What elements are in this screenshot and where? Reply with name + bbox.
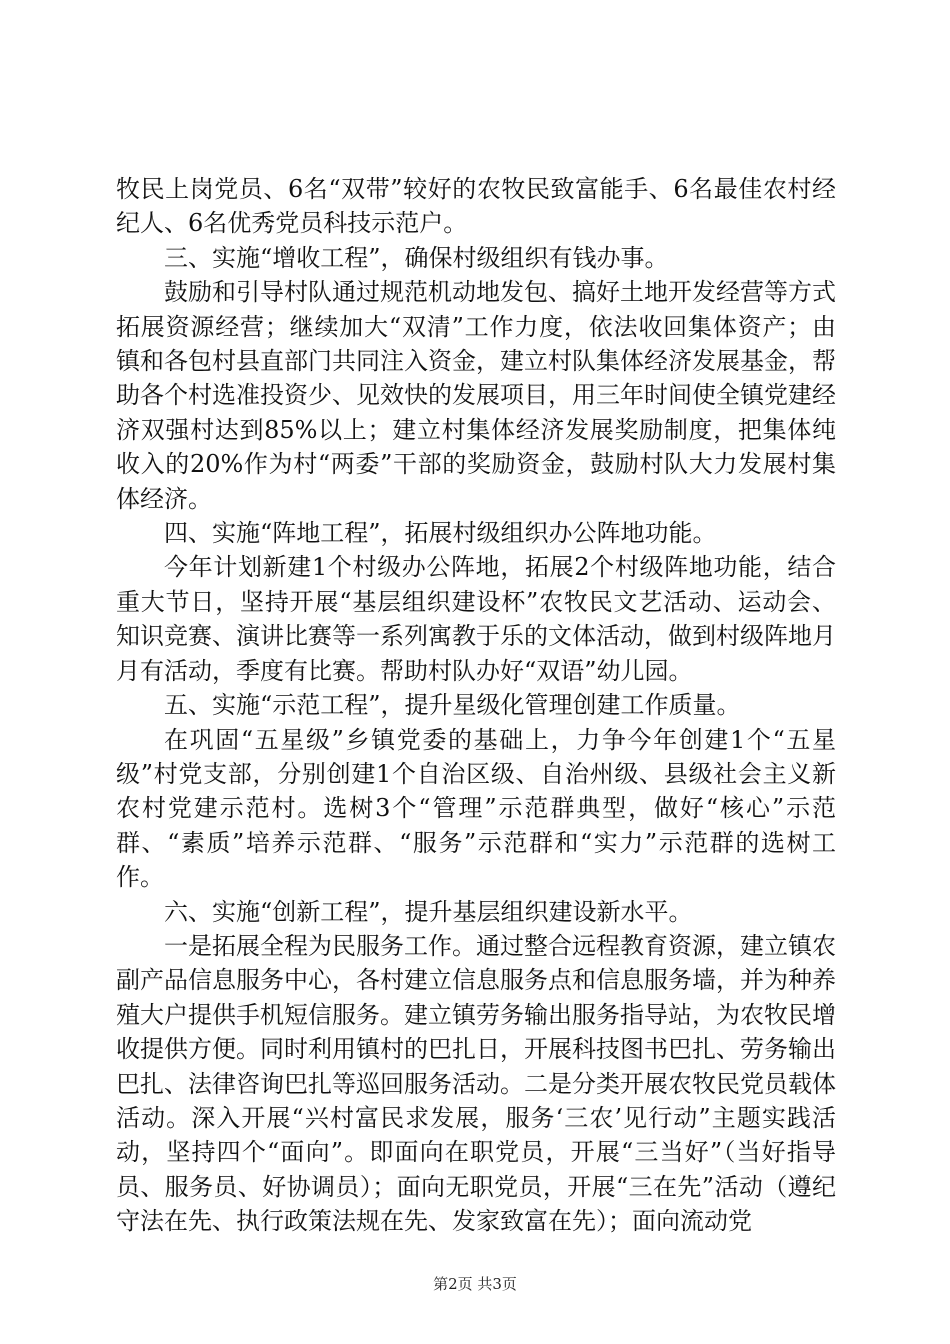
section-heading-3: 三、实施“增收工程”，确保村级组织有钱办事。 <box>164 243 669 272</box>
paragraph-continuation: 牧民上岗党员、6名“双带”较好的农牧民致富能手、6名最佳农村经纪人、6名优秀党员科技示范户。 <box>116 175 836 238</box>
paragraph-position-project: 今年计划新建1个村级办公阵地，拓展2个村级阵地功能，结合重大节日，坚持开展“基层组织建设杯”农牧民文艺活动、运动会、知识竞赛、演讲比赛等一系列寓教于乐的文体活动，做到村级阵地月月有活动，季度有比赛。帮助村队办好“双语”幼儿园。 <box>116 553 836 685</box>
paragraph-innovation-project: 一是拓展全程为民服务工作。通过整合远程教育资源，建立镇农副产品信息服务中心，各村建立信息服务点和信息服务墙，并为种养殖大户提供手机短信服务。建立镇劳务输出服务指导站，为农牧民增收提供方便。同时利用镇村的巴扎日，开展科技图书巴扎、劳务输出巴扎、法律咨询巴扎等巡回服务活动。二是分类开展农牧民党员载体活动。深入开展“兴村富民求发展，服务‘三农’见行动”主题实践活动，坚持四个“面向”。即面向在职党员，开展“三当好”（当好指导员、服务员、好协调员）；面向无职党员，开展“三在先”活动（遵纪守法在先、执行政策法规在先、发家致富在先）；面向流动党 <box>116 931 836 1236</box>
paragraph-income-project: 鼓励和引导村队通过规范机动地发包、搞好土地开发经营等方式拓展资源经营；继续加大“双清”工作力度，依法收回集体资产；由镇和各包村县直部门共同注入资金，建立村队集体经济发展基金，帮助各个村选准投资少、见效快的发展项目，用三年时间使全镇党建经济双强村达到85%以上；建立村集体经济发展奖励制度，把集体纯收入的20%作为村“两委”干部的奖励资金，鼓励村队大力发展村集体经济。 <box>116 278 836 513</box>
section-heading-4: 四、实施“阵地工程”，拓展村级组织办公阵地功能。 <box>164 519 717 548</box>
section-heading-5: 五、实施“示范工程”，提升星级化管理创建工作质量。 <box>164 691 741 720</box>
section-heading-6: 六、实施“创新工程”，提升基层组织建设新水平。 <box>164 897 693 926</box>
paragraph-demonstration-project: 在巩固“五星级”乡镇党委的基础上，力争今年创建1个“五星级”村党支部，分别创建1个自治区级、自治州级、县级社会主义新农村党建示范村。选树3个“管理”示范群典型，做好“核心”示范群、“素质”培养示范群、“服务”示范群和“实力”示范群的选树工作。 <box>116 725 836 892</box>
page-number-footer: 第2页 共3页 <box>433 1275 517 1293</box>
document-body <box>116 172 836 1239</box>
